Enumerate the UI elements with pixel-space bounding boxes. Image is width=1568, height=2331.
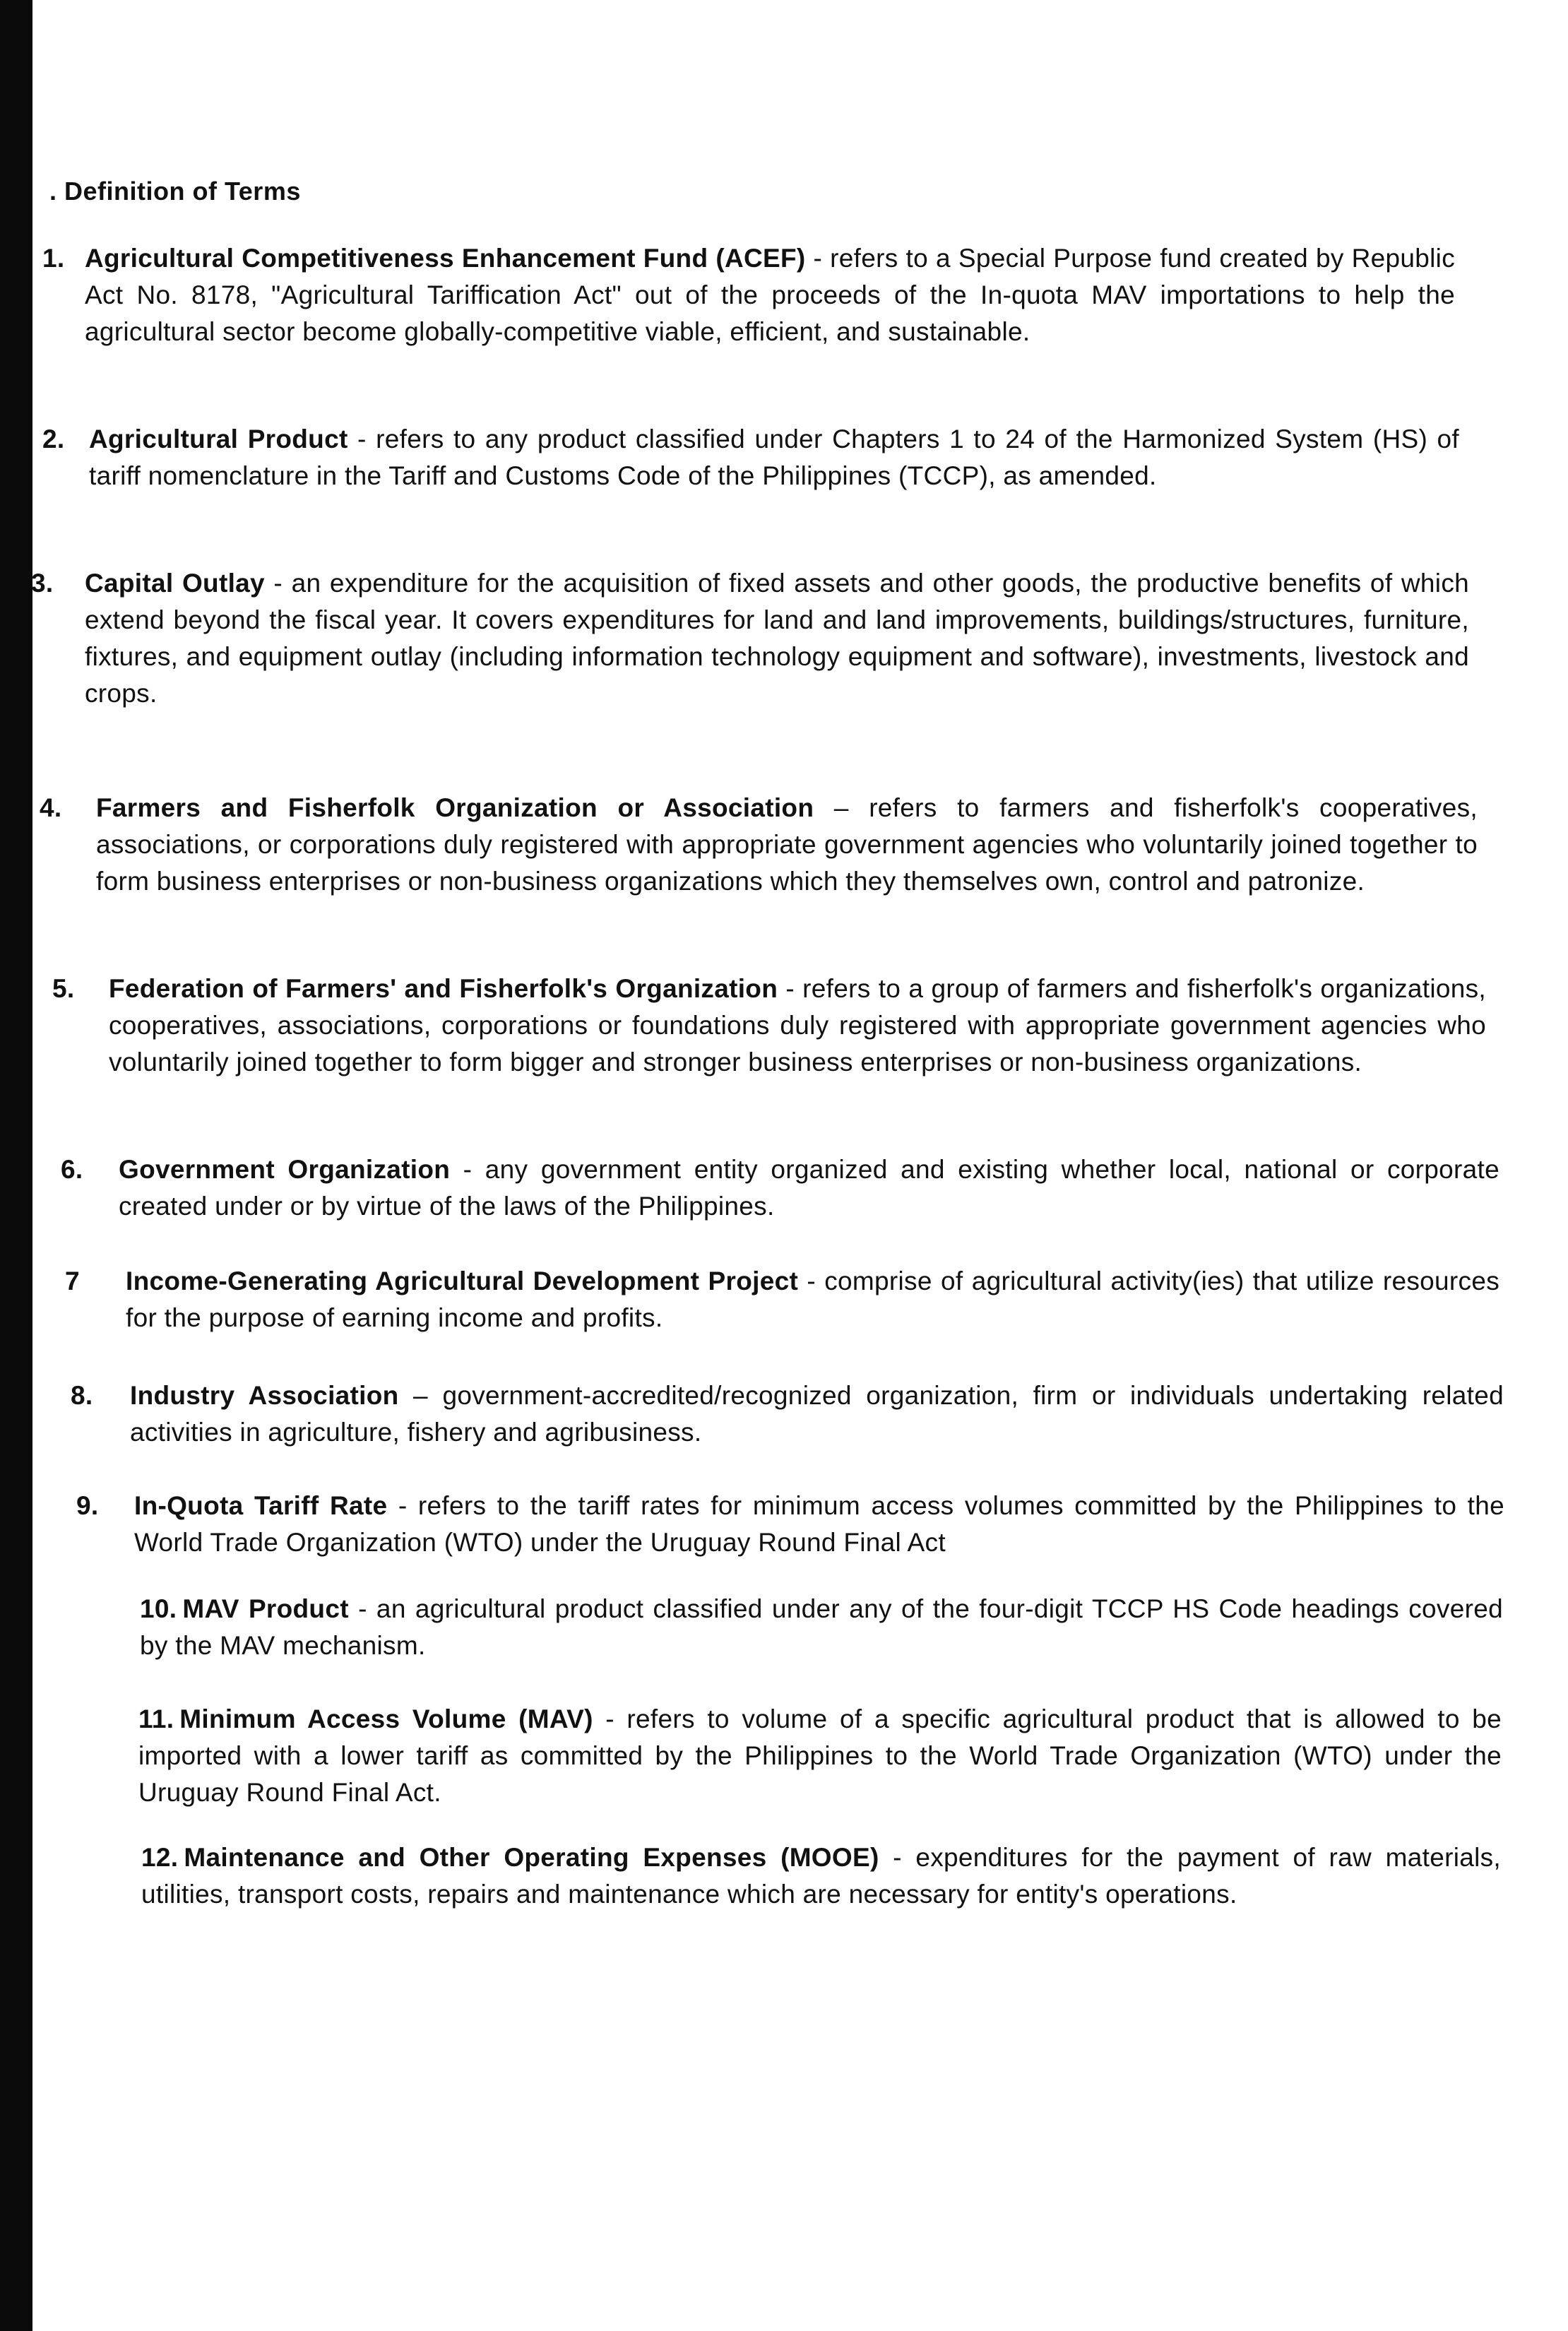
term-definition: - refers to a group of farmers and fisherfolk's organizations, cooperatives, associations, corporations or foundations duly registered with appropriate government agencies who voluntarily joined together to form bigger and stronger business enterprises or non-business organizations. <box>109 974 1486 1076</box>
term-definition: - expenditures for the payment of raw materials, utilities, transport costs, repairs and maintenance which are necessary for entity's operations. <box>141 1843 1501 1909</box>
term-name: Agricultural Competitiveness Enhancement Fund (ACEF) <box>85 244 806 273</box>
term-item-2 <box>42 421 1459 494</box>
term-name: Farmers and Fisherfolk Organization or Association <box>96 793 814 822</box>
term-number: 4. <box>40 793 62 822</box>
term-definition: - refers to any product classified under Chapters 1 to 24 of the Harmonized System (HS) of tariff nomenclature in the Tariff and Customs Code of the Philippines (TCCP), as amended. <box>89 425 1459 490</box>
term-name: Maintenance and Other Operating Expenses (MOOE) <box>184 1843 879 1872</box>
term-item-3 <box>31 565 1470 712</box>
term-definition: - an expenditure for the acquisition of fixed assets and other goods, the productive benefits of which extend beyond the fiscal year. It covers expenditures for land and land improvements, buildings/structures, furniture, fixtures, and equipment outlay (including information technology equipment and software), investments, livestock and crops. <box>85 569 1470 708</box>
section-title-text: Definition of Terms <box>64 177 301 206</box>
section-title <box>49 177 301 206</box>
term-definition: - an agricultural product classified under any of the four-digit TCCP HS Code headings covered by the MAV mechanism. <box>140 1594 1503 1660</box>
term-number: 7 <box>65 1267 80 1295</box>
term-number: 5. <box>52 974 75 1003</box>
term-item-11 <box>138 1701 1502 1811</box>
term-definition: – government-accredited/recognized organization, firm or individuals undertaking related activities in agriculture, fishery and agribusiness. <box>130 1381 1504 1447</box>
term-name: Government Organization <box>119 1155 451 1184</box>
term-item-12 <box>141 1839 1501 1913</box>
term-number: 2. <box>42 425 65 453</box>
scan-left-edge <box>0 0 32 2331</box>
term-name: MAV Product <box>182 1594 349 1623</box>
term-number: 10. <box>140 1594 177 1623</box>
term-definition: - refers to volume of a specific agricultural product that is allowed to be imported with a lower tariff as committed by the Philippines to the World Trade Organization (WTO) under the Uruguay Round Final Act. <box>138 1704 1502 1807</box>
term-definition: - any government entity organized and existing whether local, national or corporate created under or by virtue of the laws of the Philippines. <box>119 1155 1500 1221</box>
term-name: Federation of Farmers' and Fisherfolk's Organization <box>109 974 778 1003</box>
section-bullet: . <box>49 177 65 206</box>
term-number: 11. <box>138 1704 174 1733</box>
term-name: Minimum Access Volume (MAV) <box>179 1704 593 1733</box>
term-item-5 <box>52 971 1486 1081</box>
term-number: 9. <box>76 1491 99 1520</box>
term-name: Capital Outlay <box>85 569 265 598</box>
term-item-6 <box>61 1151 1500 1225</box>
term-definition: - refers to a Special Purpose fund created by Republic Act No. 8178, "Agricultural Tariffication Act" out of the proceeds of the In-quota MAV importations to help the agricultural sector become globally-competitive viable, efficient, and sustainable. <box>85 244 1455 346</box>
term-name: Agricultural Product <box>89 425 348 453</box>
term-number: 1. <box>42 244 65 273</box>
term-number: 12. <box>141 1843 179 1872</box>
term-item-1 <box>42 240 1455 350</box>
term-item-10 <box>140 1591 1503 1664</box>
term-definition: - refers to the tariff rates for minimum access volumes committed by the Philippines to the World Trade Organization (WTO) under the Uruguay Round Final Act <box>134 1491 1505 1557</box>
term-definition: - comprise of agricultural activity(ies) that utilize resources for the purpose of earning income and profits. <box>126 1267 1500 1332</box>
term-name: Industry Association <box>130 1381 399 1410</box>
term-item-8 <box>71 1377 1504 1451</box>
term-name: In-Quota Tariff Rate <box>134 1491 388 1520</box>
term-number: 6. <box>61 1155 83 1184</box>
term-item-4 <box>40 790 1478 900</box>
term-number: 8. <box>71 1381 93 1410</box>
term-definition: – refers to farmers and fisherfolk's cooperatives, associations, or corporations duly registered with appropriate government agencies who voluntarily joined together to form business enterprises or non-business organizations which they themselves own, control and patronize. <box>96 793 1478 896</box>
term-number: 3. <box>31 569 54 598</box>
term-name: Income-Generating Agricultural Development Project <box>126 1267 799 1295</box>
term-item-9 <box>76 1488 1505 1561</box>
term-item-7 <box>65 1263 1500 1336</box>
